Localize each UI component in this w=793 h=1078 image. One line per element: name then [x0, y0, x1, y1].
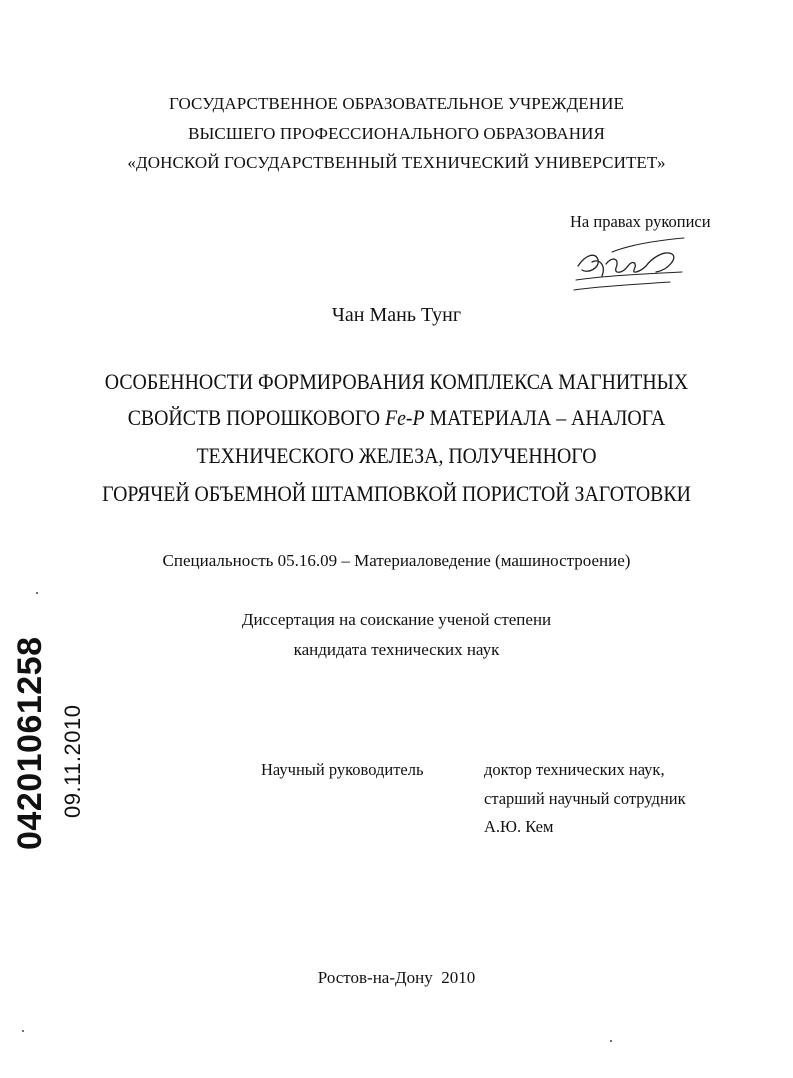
dissertation-line-2: кандидата технических наук	[293, 640, 500, 659]
author-name: Чан Мань Тунг	[331, 304, 462, 326]
institution-line-3: «ДОНСКОЙ ГОСУДАРСТВЕННЫЙ ТЕХНИЧЕСКИЙ УНИВЕРСИТЕТ»	[127, 153, 666, 172]
title-line-2-end: МАТЕРИАЛА – АНАЛОГА	[429, 405, 666, 430]
institution-line-2: ВЫСШЕГО ПРОФЕССИОНАЛЬНОГО ОБРАЗОВАНИЯ	[188, 124, 605, 143]
place-year-text: Ростов-на-Дону 2010	[317, 968, 476, 987]
scan-speck	[22, 1030, 24, 1032]
institution-line-1: ГОСУДАРСТВЕННОЕ ОБРАЗОВАТЕЛЬНОЕ УЧРЕЖДЕНИЕ	[168, 94, 625, 113]
supervisor-name: А.Ю. Кем	[484, 817, 554, 836]
supervisor-degree: доктор технических наук,	[484, 760, 665, 779]
title-line-1: ОСОБЕННОСТИ ФОРМИРОВАНИЯ КОМПЛЕКСА МАГНИТНЫХ	[104, 369, 689, 394]
title-line-3: ТЕХНИЧЕСКОГО ЖЕЛЕЗА, ПОЛУЧЕННОГО	[196, 443, 597, 468]
supervisor-position: старший научный сотрудник	[484, 789, 686, 808]
signature-icon	[572, 236, 702, 296]
stamp-date: 09.11.2010	[60, 704, 85, 818]
title-line-2-start: СВОЙСТВ ПОРОШКОВОГО	[127, 405, 381, 430]
dissertation-line-1: Диссертация на соискание ученой степени	[241, 610, 552, 629]
scan-speck	[36, 592, 38, 594]
place-year	[0, 968, 793, 988]
rights-note: На правах рукописи	[570, 212, 711, 231]
stamp-number: 04201061258	[11, 636, 49, 850]
supervisor-label: Научный руководитель	[261, 760, 424, 779]
specialty: Специальность 05.16.09 – Материаловедение (машиностроение)	[162, 551, 631, 570]
scan-speck	[610, 1040, 612, 1042]
title-material: Fe-P	[385, 405, 425, 430]
title-line-4: ГОРЯЧЕЙ ОБЪЕМНОЙ ШТАМПОВКОЙ ПОРИСТОЙ ЗАГОТОВКИ	[102, 481, 691, 506]
title-line-2	[48, 405, 746, 431]
